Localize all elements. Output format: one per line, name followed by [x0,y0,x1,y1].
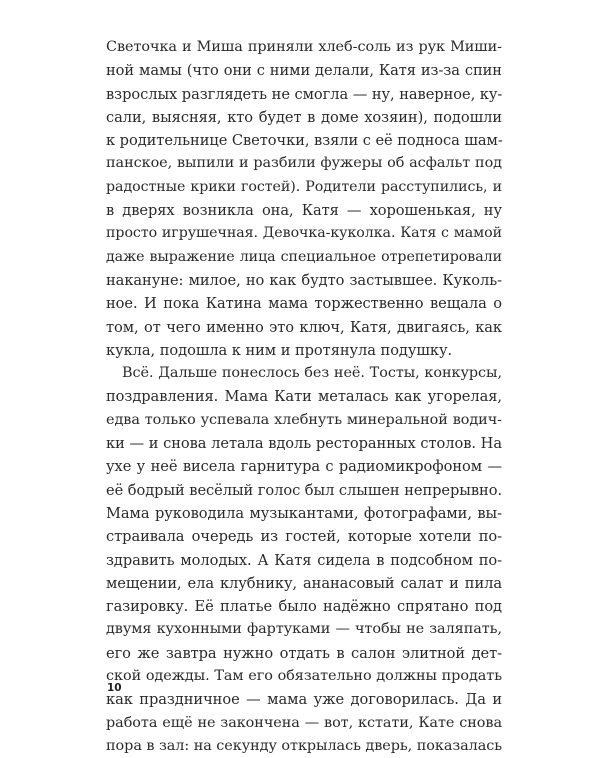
text-line: его же завтра нужно отдать в салон элитной дет- [106,644,502,662]
text-line: ской одежды. Там его обязательно должны продать [106,668,502,685]
text-line: взрослых разглядеть не смогла — ну, наверное, ку- [106,85,503,103]
paragraph-1 [106,36,502,362]
text-line: ное. И пока Катина мама торжественно вещала о [106,295,502,313]
paragraph-2 [106,362,502,758]
text-line: работа ещё не закончена — вот, кстати, Кате снова [106,714,502,731]
text-line: её бодрый весёлый голос был слышен непрерывно. [106,481,503,499]
text-line: ухе у неё висела гарнитура с радиомикрофоном — [106,458,502,476]
text-line: панское, выпили и разбили фужеры об асфальт под [106,155,502,172]
text-line: как праздничное — мама уже договорилась. Да и [106,691,502,709]
text-line: пора в зал: на секунду открылась дверь, показалась [106,737,503,754]
text-line: ной мамы (что они с ними делали, Катя из-за спин [106,62,502,80]
text-line: мещении, ела клубнику, ананасовый салат и пила [106,574,502,592]
text-line: ки — и снова летала вдоль ресторанных столов. На [106,435,502,453]
text-line: просто игрушечная. Девочка-куколка. Катя с мамой [106,225,502,242]
text-line: Светочка и Миша приняли хлеб-соль из рук Миши- [106,39,502,55]
page-number: 10 [107,682,122,694]
text-line: накануне: милое, но как будто застывшее. Куколь- [106,271,502,289]
text-line: к родительнице Светочки, взяли с её подноса шам- [106,132,503,150]
text-line: едва только успевала хлебнуть минеральной водич- [106,411,502,428]
text-line: кукла, подошла к ним и протянула подушку. [106,341,453,359]
text-line: в дверях возникла она, Катя — хорошенькая, ну [106,202,502,220]
text-line: страивала очередь из гостей, которые хотели по- [106,528,502,546]
text-line: сали, выясняя, кто будет в доме хозяин), подошли [106,108,502,126]
text-line: радостные крики гостей). Родители расступились, и [106,178,502,195]
text-line: двумя кухонными фартуками — чтобы не заляпать, [106,621,502,638]
text-line: Всё. Дальше понеслось без неё. Тосты, конкурсы, [122,365,502,382]
text-line: Мама руководила музыкантами, фотографами, вы- [106,504,502,522]
text-block [106,36,502,758]
text-line: том, от чего именно это ключ, Катя, двигаясь, как [106,318,502,336]
text-line: даже выражение лица специальное отрепетировали [106,248,502,265]
text-line: газировку. Её платье было надёжно спрятано под [106,598,502,616]
text-line: поздравления. Мама Кати металась как угорелая, [106,388,502,406]
text-line: здравить молодых. А Катя сидела в подсобном по- [106,551,502,569]
